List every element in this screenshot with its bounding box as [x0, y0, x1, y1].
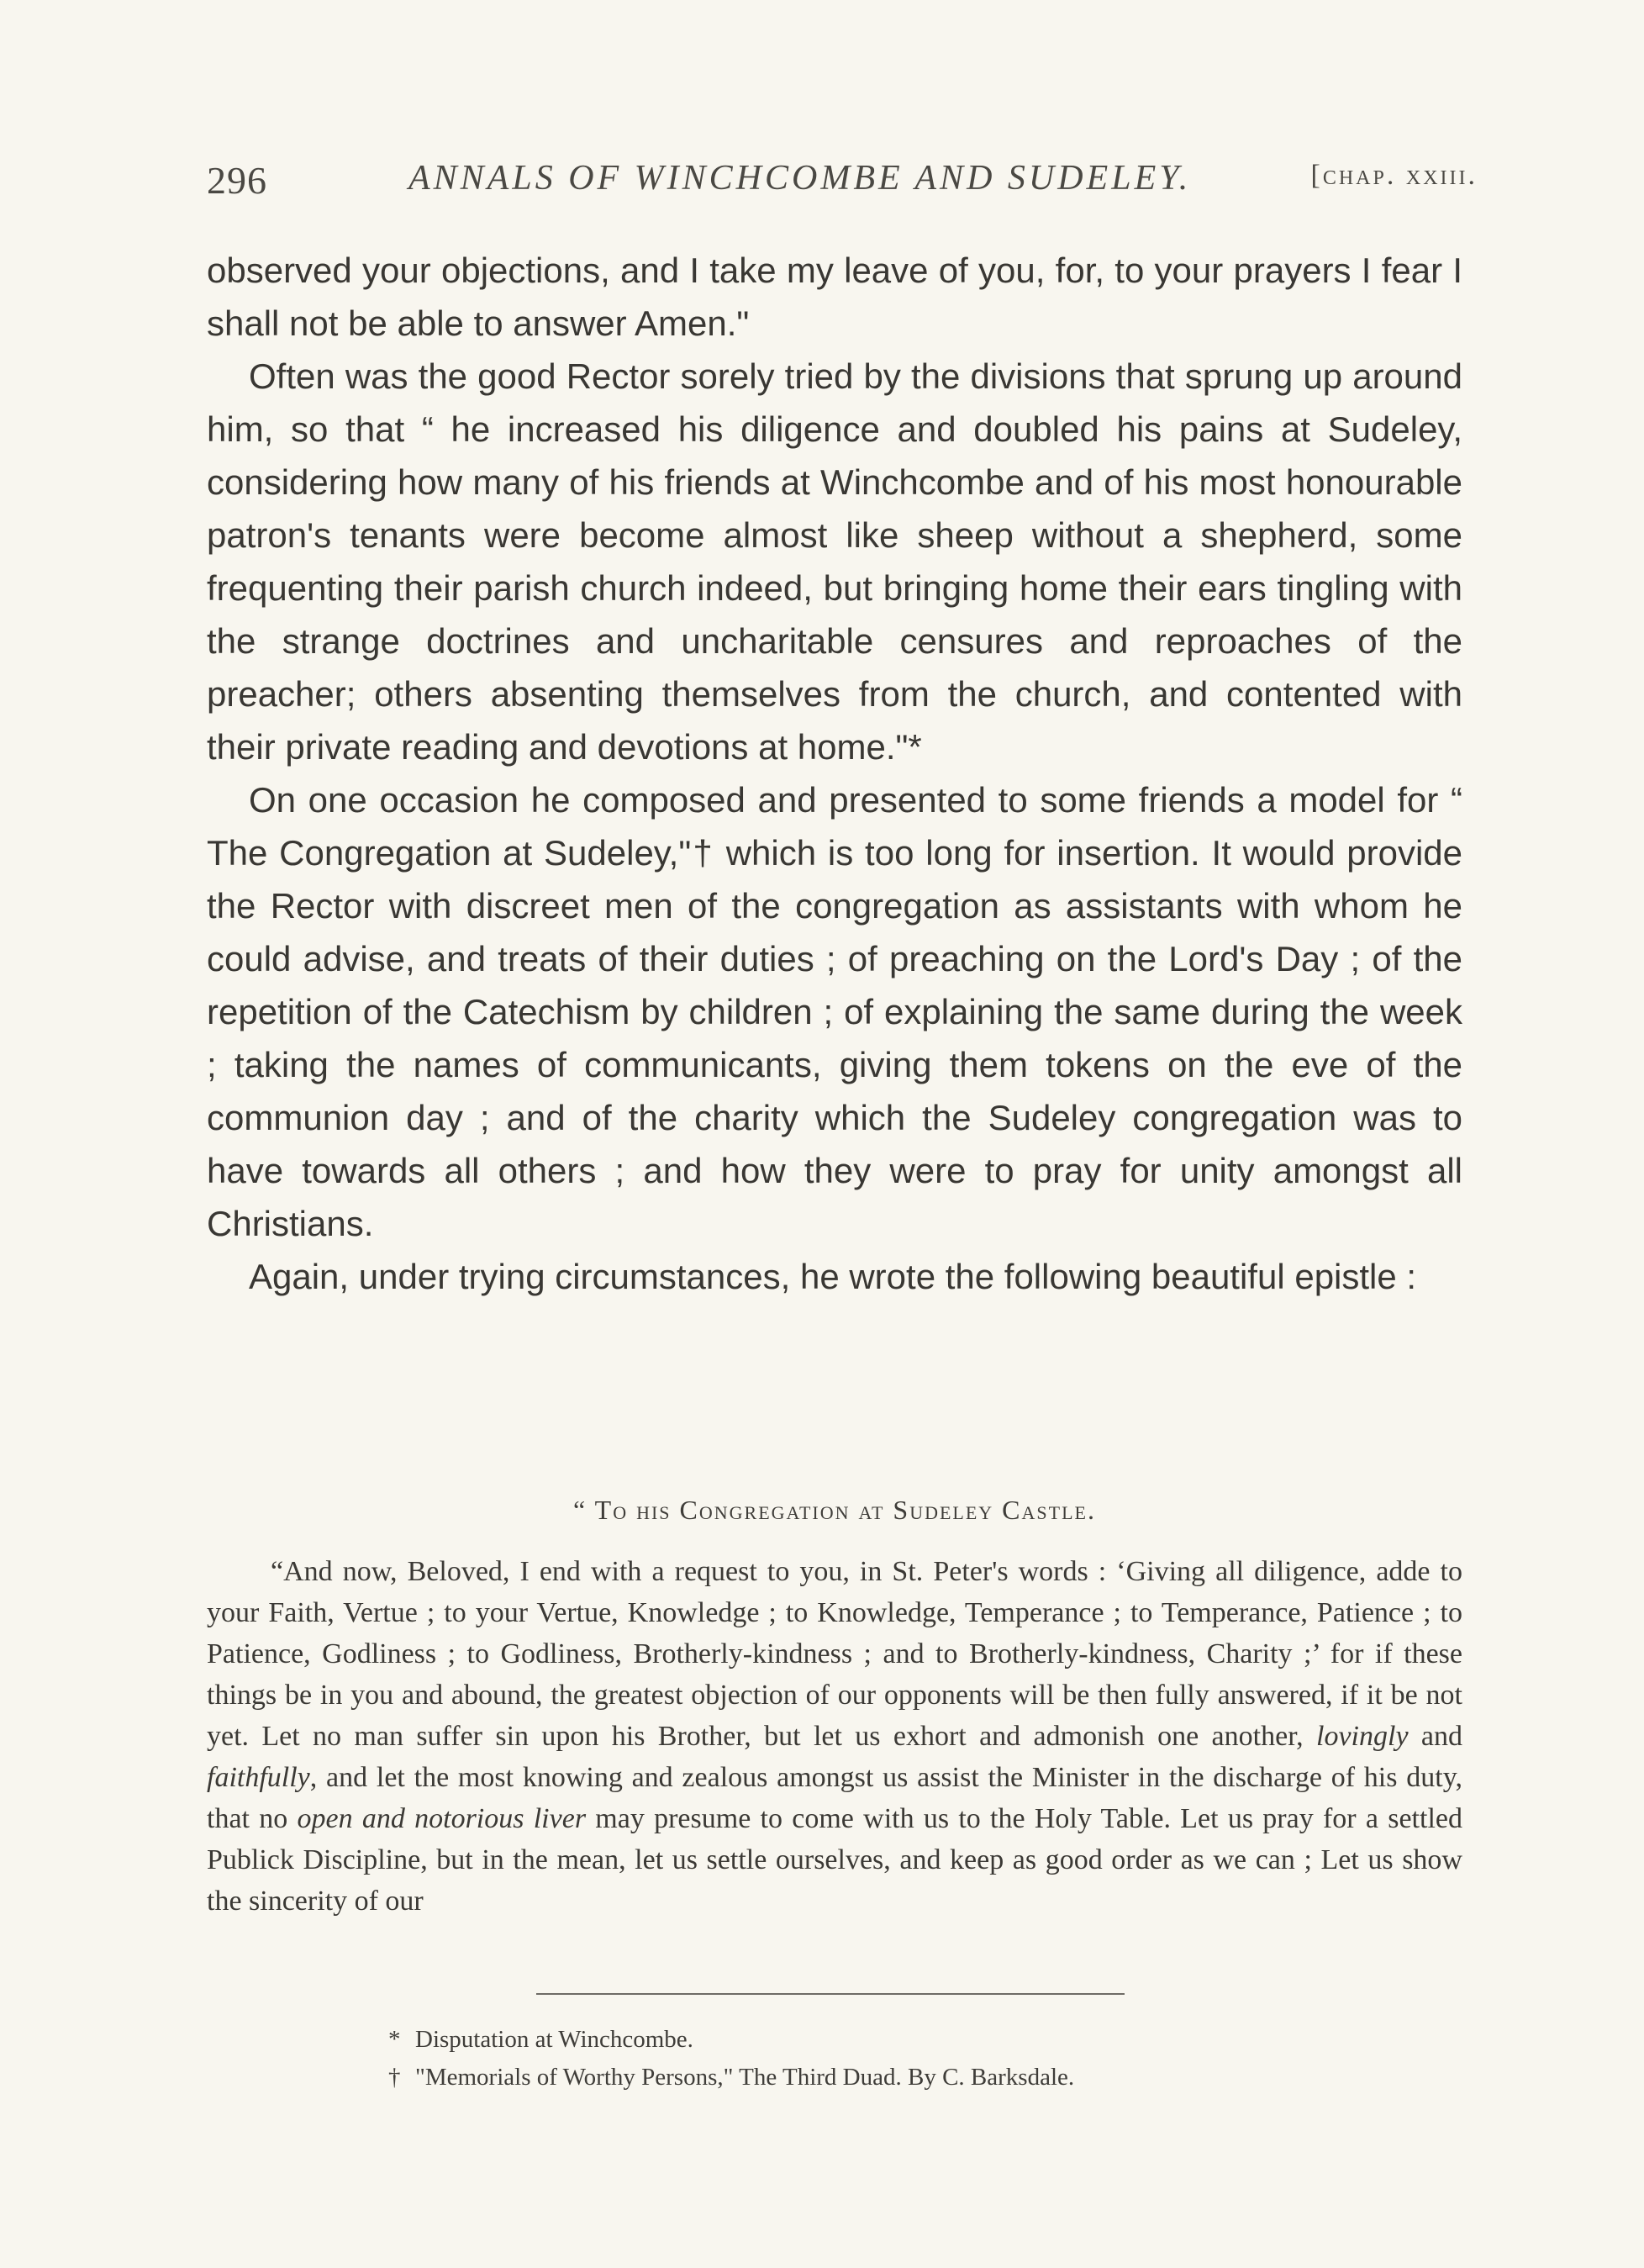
epistle-text-4: may presume to come with us to the Holy Table. Let us pray for a settled Publick Discipline, but in the mean, let us settle ourselves, and keep as good order as we can ; Let us show the sincerity of our	[207, 1803, 1462, 1917]
epistle-text-1: “And now, Beloved, I end with a request to you, in St. Peter's words : ‘Giving all diligence, adde to your Faith, Vertue ; to your Vertue, Knowledge ; to Knowledge, Temperance ; to Temperance, Patience ; to Patience, Godliness ; to Godliness, Brotherly-kindness ; and to Brotherly-kindness, Charity ;’ for if these things be in you and abound, the greatest objection of our opponents will be then fully answered, if it be not yet. Let no man suffer sin upon his Brother, but let us exhort and admonish one another,	[207, 1556, 1462, 1752]
body-text	[207, 244, 1462, 1303]
epistle-text-3: , and let the most knowing and zealous amongst us assist the Minister in the discharge of his duty, that no	[207, 1762, 1462, 1834]
epistle-paragraph	[207, 1551, 1462, 1922]
footnote-marker: *	[388, 2026, 401, 2053]
footnote-text: Disputation at Winchcombe.	[415, 2026, 693, 2053]
epistle-body	[207, 1551, 1462, 1922]
paragraph-continuation: observed your objections, and I take my leave of you, for, to your prayers I fear I shall not be able to answer Amen."	[207, 251, 1462, 343]
paragraph-congregation-model: On one occasion he composed and presented to some friends a model for “ The Congregation at Sudeley,"† which is too long for insertion. It would provide the Rector with discreet men of the congregation as assistants with whom he could advise, and treats of their duties ; of preaching on the Lord's Day ; of the repetition of the Catechism by children ; of explaining the same during the week ; taking the names of communicants, giving them tokens on the eve of the communion day ; and of the charity which the Sudeley congregation was to have towards all others ; and how they were to pray for unity amongst all Christians.	[207, 780, 1462, 1243]
paragraph-rector-divisions: Often was the good Rector sorely tried by the divisions that sprung up around him, so that “ he increased his diligence and doubled his pains at Sudeley, considering how many of his friends at Winchcombe and of his most honourable patron's tenants were become almost like sheep without a shepherd, some frequenting their parish church indeed, but bringing home their ears tingling with the strange doctrines and uncharitable censures and reproaches of the preacher; others absenting themselves from the church, and contented with their private reading and devotions at home."*	[207, 356, 1462, 767]
epistle-text-2: and	[1408, 1721, 1462, 1752]
epistle-emphasis-lovingly: lovingly	[1316, 1721, 1409, 1752]
footnote-divider	[536, 1993, 1125, 1995]
epistle-heading: “ To his Congregation at Sudeley Castle.	[573, 1495, 1096, 1525]
page-number: 296	[207, 159, 267, 202]
footnote-marker: †	[388, 2064, 401, 2091]
epistle-emphasis-faithfully: faithfully	[207, 1762, 310, 1793]
footnote	[388, 2021, 1397, 2059]
paragraph-epistle-intro: Again, under trying circumstances, he wrote the following beautiful epistle :	[249, 1257, 1417, 1296]
footnotes	[388, 2021, 1397, 2097]
footnote	[388, 2059, 1397, 2097]
epistle-emphasis-liver: open and notorious liver	[297, 1803, 587, 1834]
running-head	[207, 158, 1478, 205]
footnote-text: "Memorials of Worthy Persons," The Third Duad. By C. Barksdale.	[415, 2064, 1075, 2091]
chapter-reference: [chap. xxiii.	[1310, 160, 1478, 191]
running-title: ANNALS OF WINCHCOMBE AND SUDELEY.	[408, 159, 1192, 198]
